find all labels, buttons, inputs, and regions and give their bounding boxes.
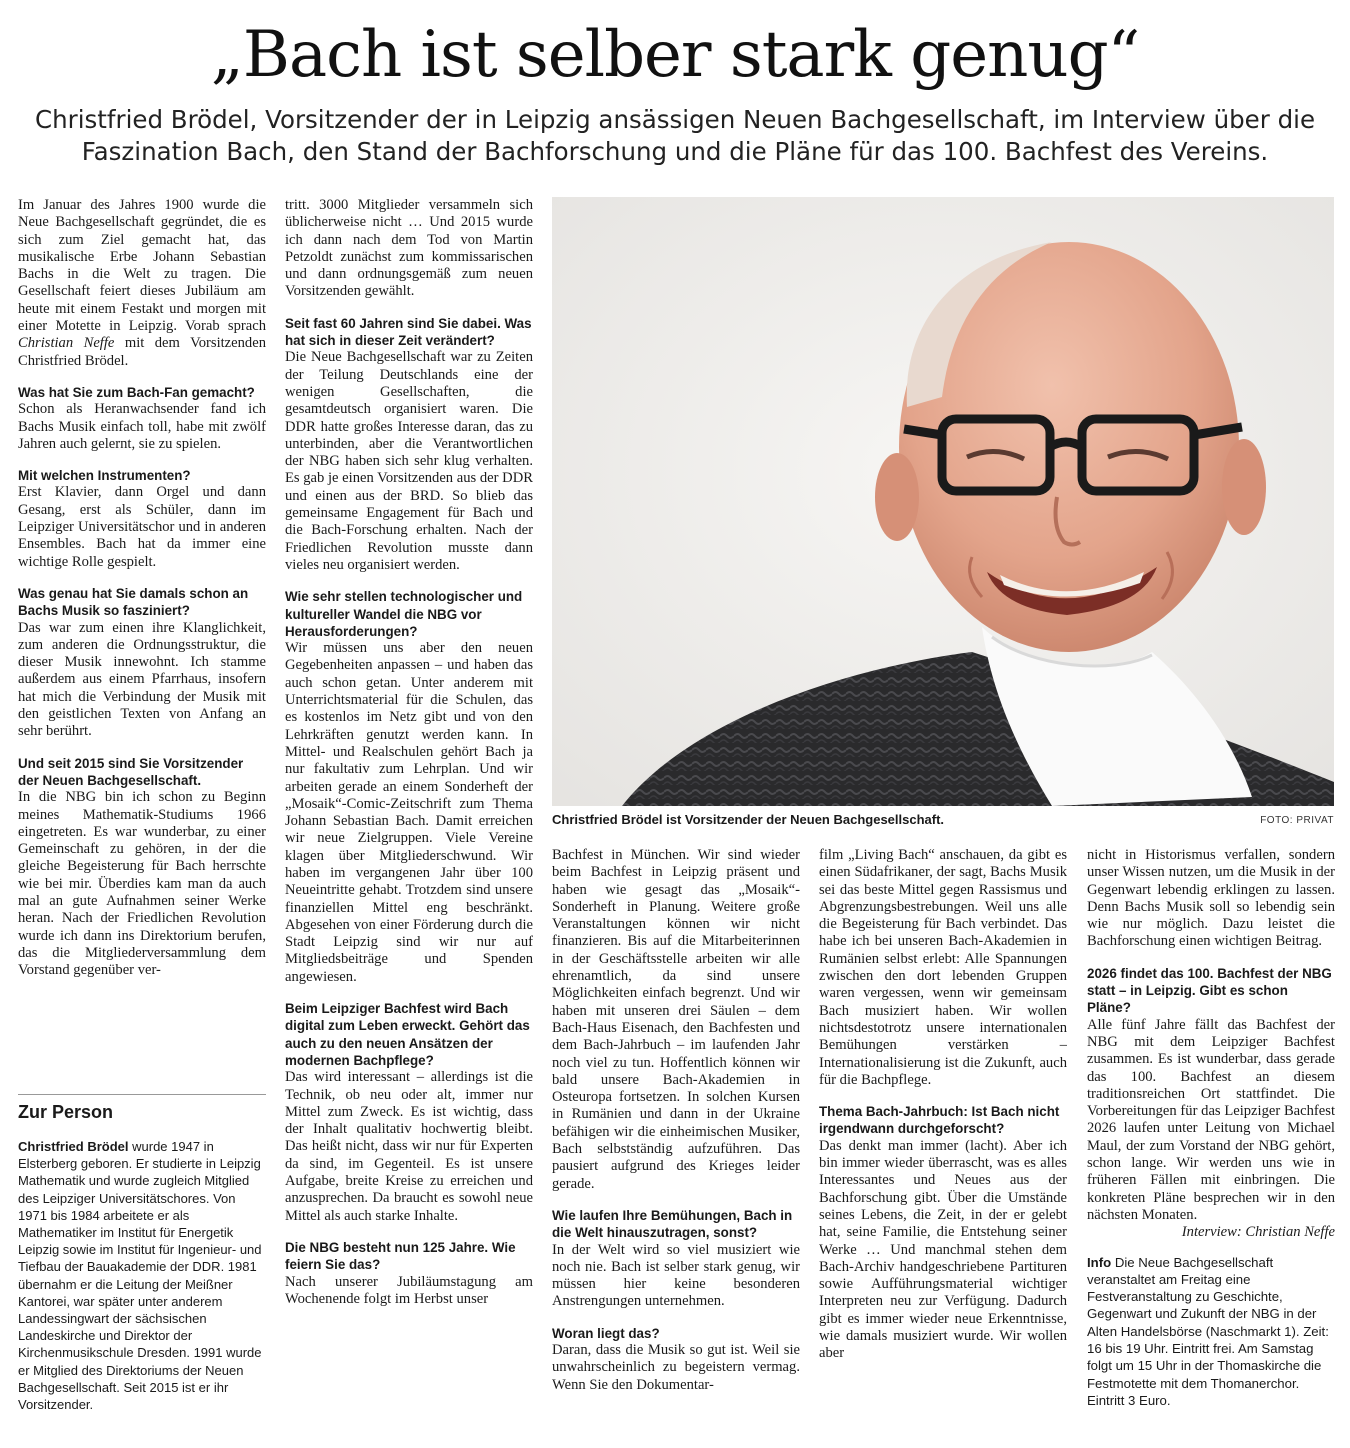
answer: Das war zum einen ihre Klanglichkeit, zum anderen die Ordnungsstruktur, die dieser Musik innewohnt. Ich stamme außerdem aus einem Pfarrhaus, insofern hat mich die Verbindung der Musik mit den geistlichen Texten von Anfang an sehr berührt. (18, 619, 266, 740)
photo-credit: FOTO: PRIVAT (1260, 815, 1334, 826)
question: Was genau hat Sie damals schon an Bachs Musik so fasziniert? (18, 585, 249, 619)
portrait-photo (552, 197, 1334, 806)
intro-before: Im Januar des Jahres 1900 wurde die Neue Bachgesellschaft gegründet, die es sich zum Ziel gemacht hat, das musikalische Erbe Johann Sebastian Bachs in die Welt zu tragen. Die Gesellschaft feiert dieses Jubiläum am heute mit einem Festakt und morgen mit einer Motette in Leipzig. Vorab sprach (18, 197, 266, 335)
answer: Erst Klavier, dann Orgel und dann Gesang, erst als Schüler, dann im Leipziger Universitätschor und in anderen Ensembles. Bach hat da immer eine wichtige Rolle gespielt. (18, 484, 266, 570)
info-box (1087, 1254, 1335, 1410)
deck: Christfried Brödel, Vorsitzender der in Leipzig ansässigen Neuen Bachgesellschaft, im Interview über die Faszination Bach, den Stand der Bachforschung und die Pläne für das 100. Bachfest des Vereins. (34, 105, 1316, 166)
intro-after: mit dem Vorsitzenden Christfried Brödel. (18, 335, 266, 369)
question: 2026 findet das 100. Bachfest der NBG statt – in Leipzig. Gibt es schon Pläne? (1087, 965, 1332, 1016)
article-column-5 (1087, 847, 1335, 1433)
answer: nicht in Historismus verfallen, sondern unser Wissen nutzen, um die Musik in der Gegenwart lebendig erklingen zu lassen. Denn Bachs Musik soll so lebendig sein wie nur möglich. Dazu leistet die Bachforschung einen wichtigen Beitrag. (1087, 847, 1335, 950)
answer: In der Welt wird so viel musiziert wie noch nie. Bach ist selber stark genug, wir müssen hier keine besonderen Anstrengungen unternehmen. (552, 1241, 800, 1310)
person-bio: wurde 1947 in Elsterberg geboren. Er studierte in Leipzig Mathematik und wurde zugleich Mitglied des Leipziger Universitätschores. Von 1971 bis 1984 arbeitete er als Mathematiker im Institut für Energetik Leipzig sowie im Institut für Ingenieur- und Tiefbau der Bauakademie der DDR. 1981 übernahm er die Leitung der Meißner Kantorei, war später unter anderem Landessingwart der sächsischen Landeskirche und Direktor der Kirchenmusikschule Dresden. 1991 wurde er Mitglied des Direktoriums der Neuen Bachgesellschaft. Seit 2015 ist er ihr Vorsitzender. (18, 1139, 262, 1413)
article-column-1 (18, 197, 266, 1057)
question: Die NBG besteht nun 125 Jahre. Wie feiern Sie das? (285, 1239, 516, 1273)
answer: Das wird interessant – allerdings ist die Technik, ob neu oder alt, immer nur Mittel zum Zweck. Es ist wichtig, dass der Inhalt qualitativ hochwertig bleibt. Das heißt nicht, dass wir nur für Experten da sind, im Gegenteil. Es ist unsere Aufgabe, breite Kreise zu erreichen und anzusprechen. Da braucht es sowohl neue Mittel als auch starke Inhalte. (285, 1069, 533, 1224)
question: Mit welchen Instrumenten? (18, 468, 191, 484)
answer: tritt. 3000 Mitglieder versammeln sich üblicherweise nicht … Und 2015 wurde ich dann nach dem Tod von Martin Petzoldt zunächst zum kommissarischen und dann ordnungsgemäß zum neuen Vorsitzenden gewählt. (285, 197, 533, 300)
zur-person-heading: Zur Person (18, 1102, 114, 1122)
zur-person-box (18, 1100, 266, 1430)
question: Beim Leipziger Bachfest wird Bach digital zum Leben erweckt. Gehört das auch zu den neuen Ansätzen der modernen Bachpflege? (285, 1001, 530, 1068)
answer: Daran, dass die Musik so gut ist. Weil sie unwahrscheinlich zu begeistern vermag. Wenn Sie den Dokumentar- (552, 1342, 800, 1393)
answer: Bachfest in München. Wir sind wieder beim Bachfest in Leipzig präsent und haben wie gesagt das „Mosaik“-Sonderheft in Planung. Weitere große Veranstaltungen können wir nicht finanzieren. Bis auf die Mitarbeiterinnen in der Geschäftsstelle arbeiten wir alle ehrenamtlich, da sind unsere Möglichkeiten einfach begrenzt. Und wir haben mit unseren drei Säulen – dem Bach-Haus Eisenach, den Bachfesten und dem Bach-Jahrbuch – im laufenden Jahr noch viel zu tun. Hoffentlich können wir bald unsere Bach-Akademien in Osteuropa fortsetzen. In solchen Kursen in Rumänien und dann in der Ukraine befähigen wir die einheimischen Musiker, Bach selbstständig aufzuführen. Das pausiert aufgrund des Krieges leider gerade. (552, 847, 800, 1192)
portrait-illustration (552, 197, 1334, 806)
info-label: Info (1087, 1254, 1112, 1270)
answer: Schon als Heranwachsender fand ich Bachs Musik einfach toll, habe mit zwölf Jahren auch gelernt, sie zu spielen. (18, 401, 266, 452)
article-column-4 (819, 847, 1067, 1433)
answer: Alle fünf Jahre fällt das Bachfest der NBG mit dem Leipziger Bachfest zusammen. Es ist wunderbar, dass gerade das 100. Bachfest an diesem traditionsreichen Ort stattfindet. Die Vorbereitungen für das Leipziger Bachfest 2026 laufen unter Leitung von Michael Maul, der zum Vorstand der NBG gehört, schon lange. Wir werden uns wie in früheren Fällen mit einbringen. Die konkreten Pläne besprechen wir in den nächsten Monaten. (1087, 1016, 1335, 1223)
question: Wie laufen Ihre Bemühungen, Bach in die Welt hinauszutragen, sonst? (552, 1207, 793, 1241)
headline: „Bach ist selber stark genug“ (210, 18, 1140, 92)
question: Wie sehr stellen technologischer und kultureller Wandel die NBG vor Herausforderungen? (285, 589, 523, 639)
answer: Die Neue Bachgesellschaft war zu Zeiten der Teilung Deutschlands eine der wenigen Gesellschaften, die gesamtdeutsch organisiert waren. Die DDR hatte großes Interesse daran, das zu unterbinden, aber die Verantwortlichen der NBG haben sich sehr klug verhalten. Es gab je einen Vorsitzenden aus der DDR und einen aus der BRD. So blieb das gemeinsame Engagement für Bach und die Bach-Forschung erhalten. Nach der Friedlichen Revolution musste dann vieles neu organisiert werden. (285, 349, 533, 573)
person-name: Christfried Brödel (18, 1139, 129, 1154)
info-text: Die Neue Bachgesellschaft veranstaltet am Freitag eine Festveranstaltung zu Geschichte, Gegenwart und Zukunft der NBG in der Alten Handelsbörse (Naschmarkt 1). Zeit: 16 bis 19 Uhr. Eintritt frei. Am Samstag folgt um 15 Uhr in der Thomaskirche die Festmotette mit dem Thomanerchor. Eintritt 3 Euro. (1087, 1254, 1329, 1408)
question: Thema Bach-Jahrbuch: Ist Bach nicht irgendwann durchgeforscht? (819, 1104, 1060, 1137)
question: Und seit 2015 sind Sie Vorsitzender der Neuen Bachgesellschaft. (18, 755, 244, 788)
sidebar-divider (18, 1094, 266, 1095)
article-column-2 (285, 197, 533, 1433)
zur-person-text (18, 1138, 266, 1413)
intro-author: Christian Neffe (18, 335, 115, 352)
question: Woran liegt das? (552, 1325, 660, 1341)
article-column-3 (552, 847, 800, 1433)
answer: film „Living Bach“ anschauen, da gibt es einen Südafrikaner, der sagt, Bachs Musik sei das beste Mittel gegen Rassismus und Abgrenzungsbestrebungen. Weil uns alle die Begeisterung für Bach verbindet. Das habe ich bei unseren Bach-Akademien in Rumänien selbst erlebt: Alle Spannungen zwischen den dort lebenden Gruppen waren vergessen, wenn wir gemeinsam Bach musiziert haben. Wir wollen nichtsdestotrotz unsere internationalen Bemühungen verstärken – Internationalisierung ist die Zukunft, auch für die Bachpflege. (819, 847, 1067, 1088)
answer: Nach unserer Jubiläumstagung am Wochenende folgt im Herbst unser (285, 1273, 533, 1307)
intro-paragraph (18, 197, 266, 370)
answer: Das denkt man immer (lacht). Aber ich bin immer wieder überrascht, was es alles Interessantes und Neues aus der Bachforschung gibt. Über die Umstände seines Lebens, die Zeit, in der er gelebt hat, seine Familie, die Entstehung seiner Werke … Und manchmal stehen dem Bach-Archiv handgeschriebene Partituren sowie Aufführungsmaterial wichtiger Interpreten neu zur Verfügung. Dadurch gibt es immer wieder neue Erkenntnisse, wie damals musiziert wurde. Wir wollen aber (819, 1137, 1067, 1362)
question: Seit fast 60 Jahren sind Sie dabei. Was hat sich in dieser Zeit verändert? (285, 315, 532, 349)
question: Was hat Sie zum Bach-Fan gemacht? (18, 384, 255, 400)
interview-byline: Interview: Christian Neffe (1181, 1224, 1335, 1241)
answer: Wir müssen uns aber den neuen Gegebenheiten anpassen – und haben das auch schon getan. Unter anderem mit Unterrichtsmaterial für die Schulen, das es kostenlos im Netz gibt und von den Lehrkräften genutzt werden kann. In Mittel- und Realschulen gehört Bach ja nur fakultativ zum Lehrplan. Und wir arbeiten gerade an einem Sonderheft der „Mosaik“-Comic-Zeitschrift zum Thema Johann Sebastian Bach. Damit erreichen wir neue Zielgruppen. Viele Vereine klagen über Mitgliederschwund. Wir haben im vergangenen Jahr über 100 Neueintritte gehabt. Trotzdem sind unsere finanziellen Mittel eng beschränkt. Abgesehen von einer Förderung durch die Stadt Leipzig sind wir nur auf Mitgliedsbeiträge und Spenden angewiesen. (285, 640, 533, 985)
answer: In die NBG bin ich schon zu Beginn meines Mathematik-Studiums 1966 eingetreten. Es war wunderbar, zu einer Gemeinschaft zu gehören, in der die gleiche Begeisterung für Bach herrschte wie bei mir. Überdies kam man da auch mal an gute Aufnahmen seiner Werke heran. Nach der Friedlichen Revolution wurde ich dann ins Direktorium berufen, das die Mitgliederversammlung dem Vorstand gegenüber ver- (18, 789, 266, 979)
photo-caption: Christfried Brödel ist Vorsitzender der Neuen Bachgesellschaft. (552, 812, 945, 827)
